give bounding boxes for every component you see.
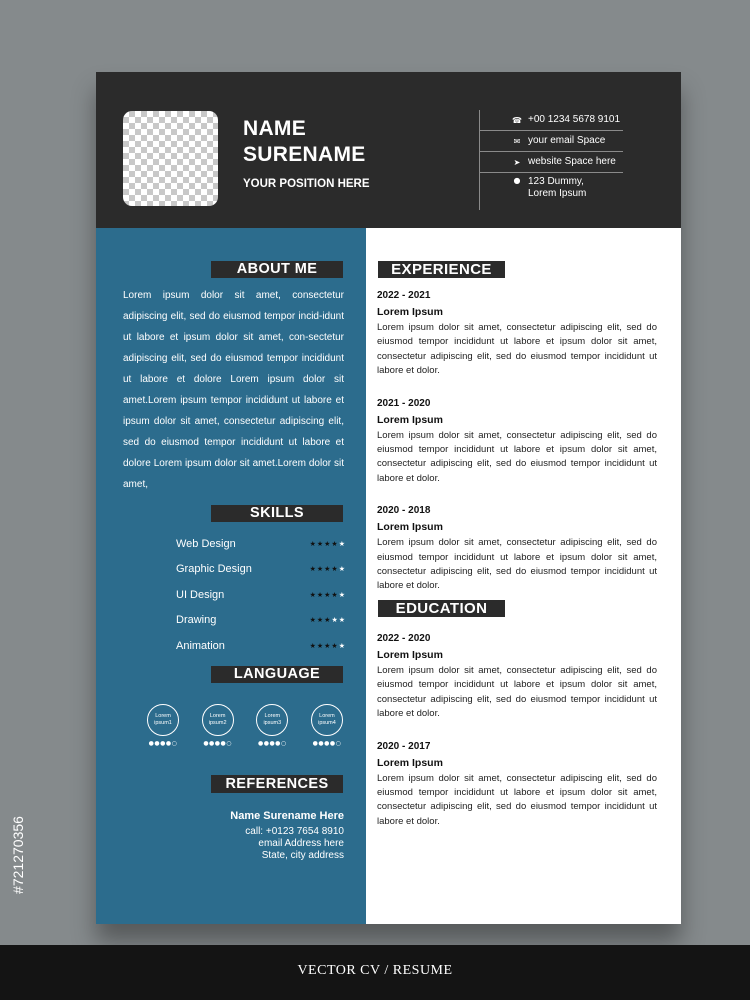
contact-website bbox=[480, 152, 623, 173]
contact-info bbox=[479, 110, 623, 210]
phone-text: +00 1234 5678 9101 bbox=[528, 114, 621, 125]
language-list bbox=[145, 704, 345, 747]
entry-years: 2020 - 2017 bbox=[377, 740, 431, 752]
email-text: your email Space bbox=[528, 135, 606, 146]
references-heading: REFERENCES bbox=[211, 775, 343, 793]
skill-item bbox=[176, 582, 346, 608]
skill-name: Web Design bbox=[176, 537, 236, 550]
entry-title: Lorem Ipsum bbox=[377, 413, 443, 426]
language-item bbox=[254, 704, 290, 747]
skill-rating: ★★★★★ bbox=[309, 590, 346, 599]
email-icon: ✉ bbox=[513, 136, 521, 146]
job-position: YOUR POSITION HERE bbox=[243, 178, 370, 190]
language-heading: LANGUAGE bbox=[211, 666, 343, 683]
entry-text: Lorem ipsum dolor sit amet, consectetur adipiscing elit, sed do eiusmod tempor incididunt ut labore et ipsum dolor sit amet, consectetur adipiscing elit, sed do eiusmod tempor incididunt ut labore et dolor. bbox=[377, 322, 657, 377]
experience-heading: EXPERIENCE bbox=[378, 261, 505, 278]
first-name: NAME bbox=[243, 117, 307, 140]
contact-email bbox=[480, 131, 623, 152]
entry-text: Lorem ipsum dolor sit amet, consectetur adipiscing elit, sed do eiusmod tempor incididunt ut labore et ipsum dolor sit amet, consectetur adipiscing elit, sed do eiusmod tempor incididunt ut labore et dolor. bbox=[377, 772, 657, 827]
photo-placeholder bbox=[123, 111, 218, 206]
contact-address bbox=[480, 173, 623, 212]
entry-title: Lorem Ipsum bbox=[377, 649, 443, 661]
education-heading: EDUCATION bbox=[378, 600, 505, 617]
cursor-icon: ➤ bbox=[513, 157, 521, 167]
skill-name: Animation bbox=[176, 639, 225, 652]
language-level: ●●●●○ bbox=[148, 740, 178, 747]
phone-icon: ☎ bbox=[512, 115, 522, 125]
skill-rating: ★★★★★ bbox=[309, 539, 346, 548]
skills-list bbox=[176, 531, 346, 659]
entry-years: 2022 - 2021 bbox=[377, 290, 431, 301]
skill-item bbox=[176, 633, 346, 659]
entry-years: 2022 - 2020 bbox=[377, 633, 431, 644]
experience-entry bbox=[377, 398, 657, 487]
skill-item bbox=[176, 608, 346, 634]
skill-name: Graphic Design bbox=[176, 563, 252, 576]
entry-title: Lorem Ipsum bbox=[377, 521, 443, 534]
entry-text: Lorem ipsum dolor sit amet, consectetur adipiscing elit, sed do eiusmod tempor incididunt ut labore et ipsum dolor sit amet, consectetur adipiscing elit, sed do eiusmod tempor incididunt ut labore et dolor. bbox=[377, 537, 657, 592]
skill-name: UI Design bbox=[176, 588, 225, 601]
address-line1: 123 Dummy, bbox=[528, 176, 584, 187]
full-name bbox=[243, 116, 366, 168]
skill-rating: ★★★★★ bbox=[309, 616, 346, 625]
entry-years: 2020 - 2018 bbox=[377, 505, 431, 517]
language-circle: Lorem ipsum3 bbox=[256, 704, 288, 736]
left-sidebar bbox=[96, 228, 366, 924]
reference-email: email Address here bbox=[258, 838, 344, 849]
language-item bbox=[309, 704, 345, 747]
entry-years: 2021 - 2020 bbox=[377, 397, 431, 409]
skill-item bbox=[176, 531, 346, 557]
references-block bbox=[230, 810, 344, 862]
language-item bbox=[200, 704, 236, 747]
address-text bbox=[528, 176, 586, 200]
entry-title: Lorem Ipsum bbox=[377, 756, 443, 769]
location-pin-icon: ● bbox=[513, 176, 521, 185]
reference-name: Name Surename Here bbox=[230, 810, 344, 822]
language-circle: Lorem ipsum2 bbox=[202, 704, 234, 736]
about-me-text: Lorem ipsum dolor sit amet, consectetur adipiscing elit, sed do eiusmod tempor incid-idunt ut labore et ipsum dolor sit amet, con-sectetur adipiscing elit, sed do eiusmod tempor incididunt ut labore et dolore Lorem ipsum dolor sit amet.Lorem ipsum tempor incididunt ut labore et ipsum dolor sit amet, consectetur adipiscing elit, sed do eiusmod tempor incididunt ut labore et dolore Lorem ipsum dolor sit amet.Lorem dolor sit amet, bbox=[123, 290, 344, 490]
language-circle: Lorem ipsum4 bbox=[311, 704, 343, 736]
resume-sheet bbox=[96, 72, 681, 924]
language-level: ●●●●○ bbox=[203, 740, 232, 747]
entry-text: Lorem ipsum dolor sit amet, consectetur adipiscing elit, sed do eiusmod tempor incididunt ut labore et ipsum dolor sit amet, consectetur adipiscing elit, sed do eiusmod tempor incididunt ut labore et dolor. bbox=[377, 665, 657, 720]
about-me-heading: ABOUT ME bbox=[211, 261, 343, 278]
language-item bbox=[145, 704, 181, 747]
contact-phone bbox=[480, 110, 623, 131]
language-level: ●●●●○ bbox=[312, 740, 342, 747]
experience-entry bbox=[377, 290, 657, 379]
website-text: website Space here bbox=[528, 156, 616, 167]
education-entry bbox=[377, 741, 657, 830]
entry-title: Lorem Ipsum bbox=[377, 306, 443, 318]
reference-phone: call: +0123 7654 8910 bbox=[245, 826, 344, 837]
language-level: ●●●●○ bbox=[257, 740, 287, 747]
entry-text: Lorem ipsum dolor sit amet, consectetur adipiscing elit, sed do eiusmod tempor incididunt ut labore et ipsum dolor sit amet, consectetur adipiscing elit, sed do eiusmod tempor incididunt ut labore et dolor. bbox=[377, 429, 657, 484]
education-list bbox=[377, 633, 657, 848]
experience-entry bbox=[377, 505, 657, 594]
experience-list bbox=[377, 290, 657, 613]
resume-header bbox=[96, 72, 681, 228]
education-entry bbox=[377, 633, 657, 722]
address-line2: Lorem Ipsum bbox=[528, 188, 587, 199]
skills-heading: SKILLS bbox=[211, 505, 343, 522]
reference-address: State, city address bbox=[261, 850, 344, 861]
skill-name: Drawing bbox=[176, 614, 217, 627]
surname: SURENAME bbox=[243, 143, 366, 166]
stock-id-label: #721270356 bbox=[10, 816, 26, 894]
language-circle: Lorem ipsum1 bbox=[147, 704, 179, 736]
skill-item bbox=[176, 557, 346, 583]
skill-rating: ★★★★★ bbox=[309, 565, 346, 574]
footer-caption: VECTOR CV / RESUME bbox=[297, 963, 453, 978]
skill-rating: ★★★★★ bbox=[309, 641, 346, 650]
